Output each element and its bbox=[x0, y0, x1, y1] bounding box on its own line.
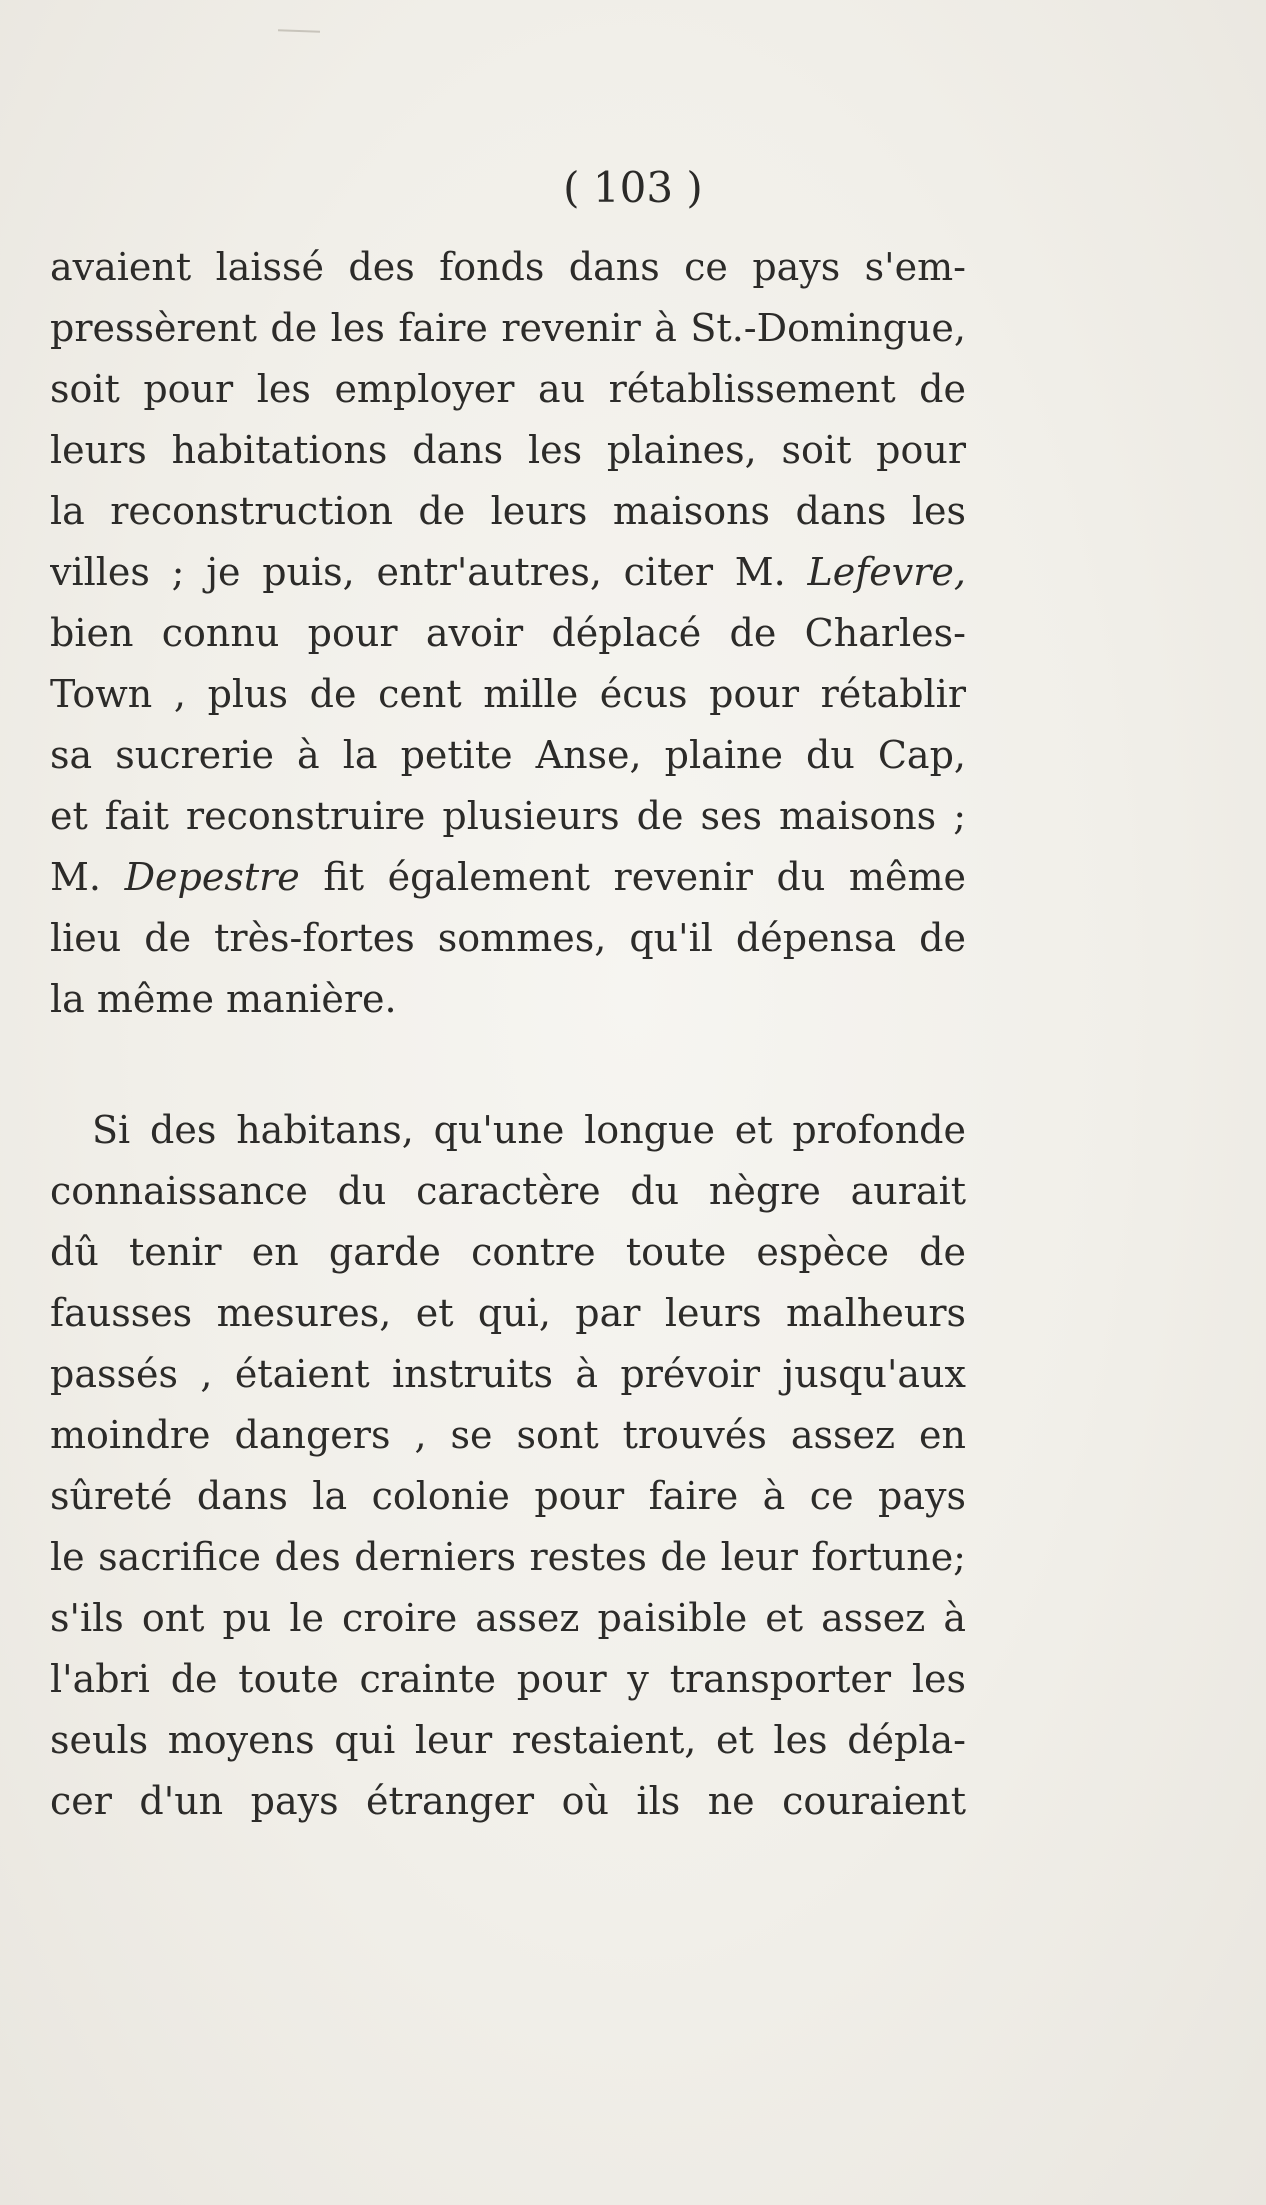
text-line bbox=[50, 847, 966, 908]
text-line: moindre dangers , se sont trouvés assez en bbox=[50, 1413, 966, 1457]
text-line: soit pour les employer au rétablissement de bbox=[50, 367, 966, 411]
text-line: s'ils ont pu le croire assez paisible et assez à bbox=[50, 1596, 966, 1640]
paragraph-2 bbox=[50, 1100, 966, 1832]
text-line: le sacrifice des derniers restes de leur fortune; bbox=[50, 1535, 966, 1579]
text-segment: fit également revenir du même bbox=[323, 855, 966, 899]
text-segment: villes ; je puis, entr'autres, citer M. bbox=[50, 550, 786, 594]
text-line: cer d'un pays étranger où ils ne couraient bbox=[50, 1779, 966, 1823]
text-line: bien connu pour avoir déplacé de Charles- bbox=[50, 611, 966, 655]
text-line: seuls moyens qui leur restaient, et les dépla- bbox=[50, 1718, 966, 1762]
ink-mark bbox=[278, 29, 320, 32]
text-line: sûreté dans la colonie pour faire à ce pays bbox=[50, 1474, 966, 1518]
text-segment: M. bbox=[50, 855, 101, 899]
text-line: la même manière. bbox=[50, 977, 397, 1021]
text-line: passés , étaient instruits à prévoir jusqu'aux bbox=[50, 1352, 966, 1396]
text-line: et fait reconstruire plusieurs de ses maisons ; bbox=[50, 794, 966, 838]
text-line: la reconstruction de leurs maisons dans les bbox=[50, 489, 966, 533]
text-line: Town , plus de cent mille écus pour rétablir bbox=[50, 672, 966, 716]
text-line: Si des habitans, qu'une longue et profonde bbox=[92, 1108, 966, 1152]
text-line: lieu de très-fortes sommes, qu'il dépensa de bbox=[50, 916, 966, 960]
person-name-lefevre: Lefevre, bbox=[807, 550, 966, 594]
text-line: sa sucrerie à la petite Anse, plaine du Cap, bbox=[50, 733, 966, 777]
page-number: ( 103 ) bbox=[563, 163, 703, 212]
text-line bbox=[50, 542, 966, 603]
person-name-depestre: Depestre bbox=[124, 855, 300, 899]
text-line: avaient laissé des fonds dans ce pays s'em- bbox=[50, 245, 966, 289]
text-line: dû tenir en garde contre toute espèce de bbox=[50, 1230, 966, 1274]
text-line: leurs habitations dans les plaines, soit pour bbox=[50, 428, 966, 472]
text-line: l'abri de toute crainte pour y transporter les bbox=[50, 1657, 966, 1701]
text-line: pressèrent de les faire revenir à St.-Domingue, bbox=[50, 306, 966, 350]
text-line: connaissance du caractère du nègre aurait bbox=[50, 1169, 966, 1213]
paragraph-1 bbox=[50, 237, 966, 1030]
text-line: fausses mesures, et qui, par leurs malheurs bbox=[50, 1291, 966, 1335]
